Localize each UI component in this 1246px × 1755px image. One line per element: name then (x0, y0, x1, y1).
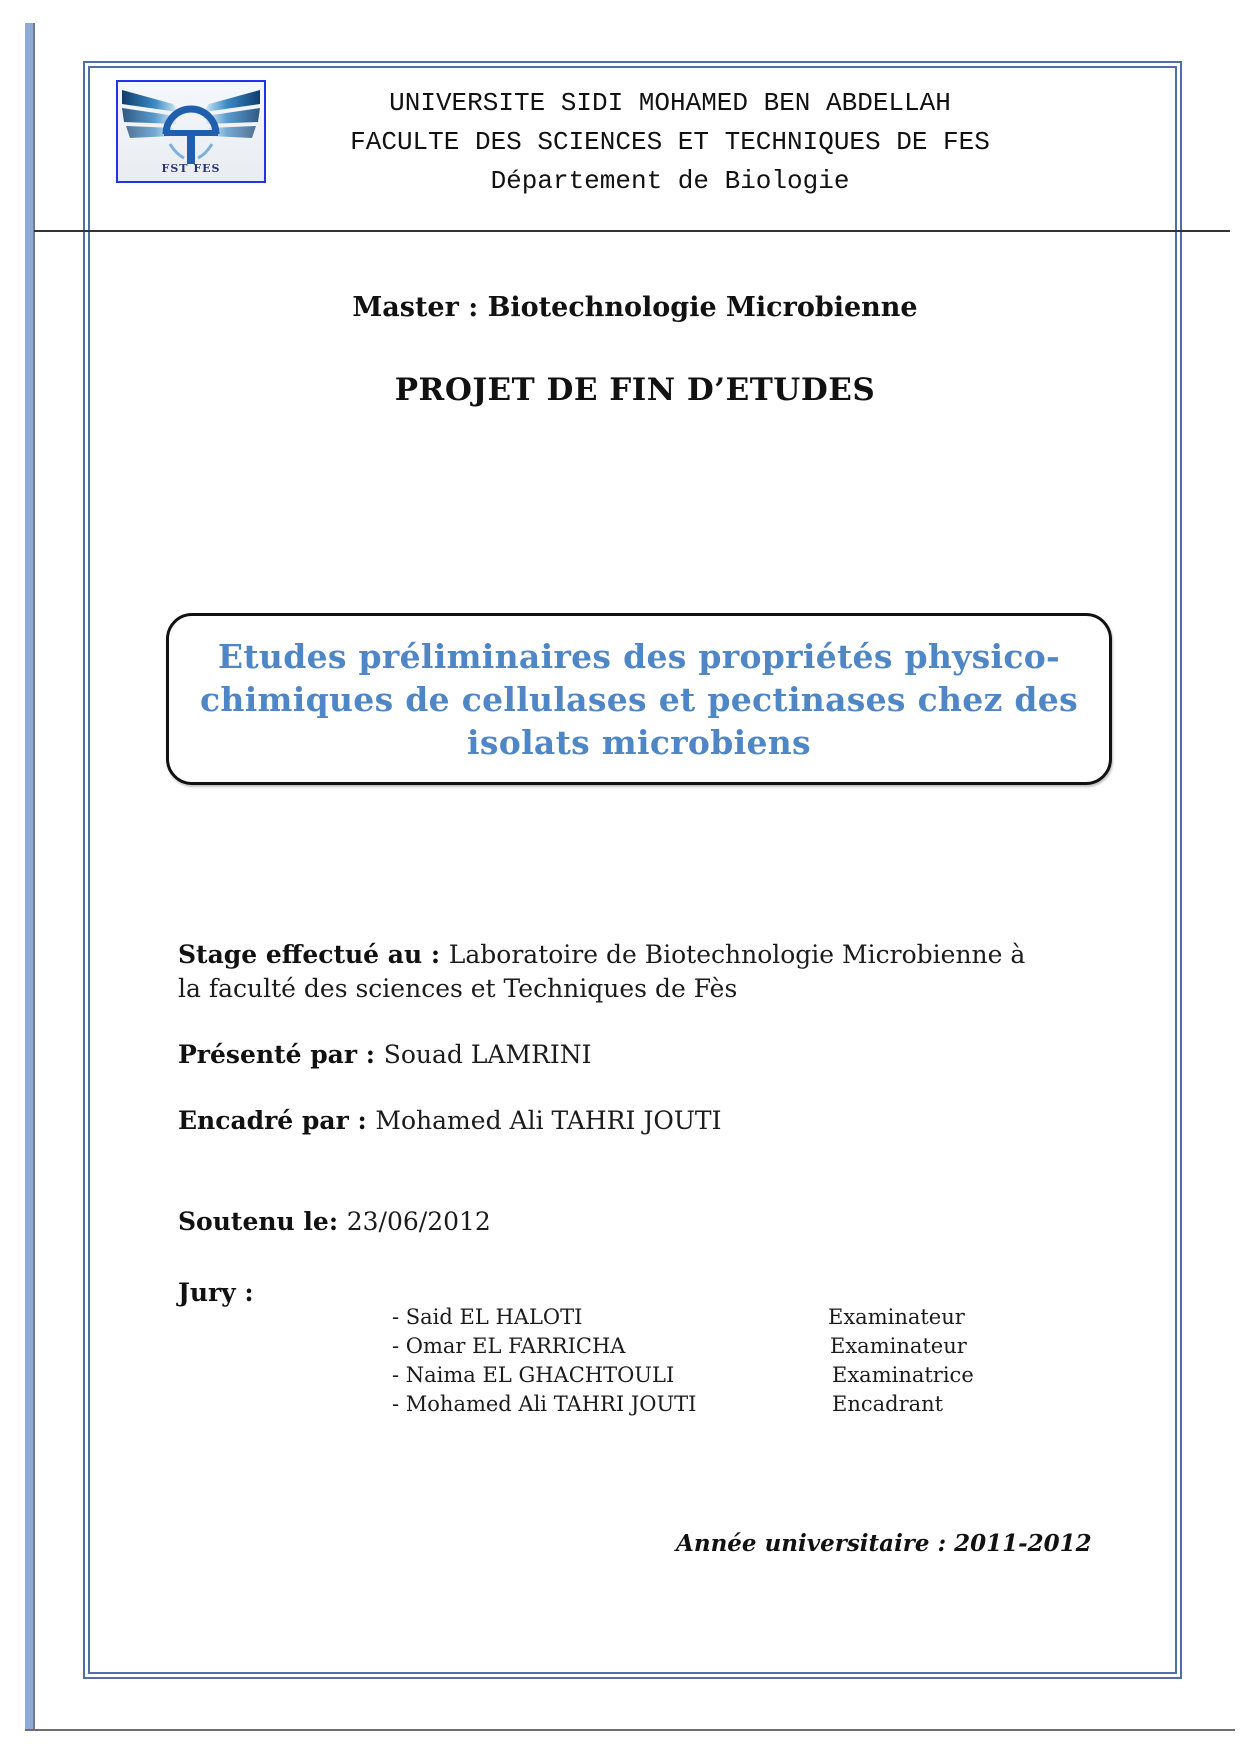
jury-member-role: Examinatrice (832, 1363, 974, 1387)
internship-location (178, 938, 1025, 1006)
defense-date (178, 1205, 491, 1239)
university-logo (116, 80, 266, 183)
jury-member-name: - Mohamed Ali TAHRI JOUTI (392, 1392, 697, 1416)
document-type-heading: PROJET DE FIN D’ETUDES (394, 372, 876, 408)
jury-member-role: Encadrant (832, 1392, 944, 1416)
thesis-title-line: isolats microbiens (467, 722, 811, 762)
page-edge-bar (25, 23, 35, 1731)
defense-date-value: 23/06/2012 (346, 1207, 491, 1236)
institution-header (290, 84, 1050, 201)
internship-value-continued: la faculté des sciences et Techniques de Fès (178, 974, 738, 1003)
presented-by-label: Présenté par : (178, 1040, 384, 1069)
faculty-name: FACULTE DES SCIENCES ET TECHNIQUES DE FES (350, 127, 990, 157)
header-divider (34, 230, 1230, 232)
jury-member-name: - Naima EL GHACHTOULI (392, 1363, 675, 1387)
jury-heading (178, 1276, 254, 1310)
department-name: Département de Biologie (490, 166, 850, 196)
supervised-by (178, 1104, 721, 1138)
jury-label: Jury : (178, 1278, 254, 1307)
page-bottom-rule (25, 1729, 1235, 1731)
presented-by (178, 1038, 592, 1072)
defense-date-label: Soutenu le: (178, 1207, 347, 1236)
thesis-title (200, 635, 1078, 764)
supervised-by-label: Encadré par : (178, 1106, 376, 1135)
academic-year: Année universitaire : 2011-2012 (676, 1530, 1092, 1557)
thesis-title-box (166, 613, 1112, 785)
presented-by-value: Souad LAMRINI (383, 1040, 592, 1069)
jury-member-role: Examinateur (830, 1334, 967, 1358)
jury-member-name: - Omar EL FARRICHA (392, 1334, 626, 1358)
supervised-by-value: Mohamed Ali TAHRI JOUTI (375, 1106, 722, 1135)
thesis-title-line: Etudes préliminaires des propriétés physico- (217, 636, 1061, 676)
internship-label: Stage effectué au : (178, 940, 449, 969)
master-program: Master : Biotechnologie Microbienne (352, 292, 918, 323)
logo-caption: FST FES (161, 162, 221, 175)
university-name: UNIVERSITE SIDI MOHAMED BEN ABDELLAH (389, 88, 951, 118)
jury-member-name: - Said EL HALOTI (392, 1305, 583, 1329)
internship-value: Laboratoire de Biotechnologie Microbienne à (448, 940, 1026, 969)
thesis-title-line: chimiques de cellulases et pectinases chez des (200, 679, 1078, 719)
jury-member-role: Examinateur (828, 1305, 965, 1329)
